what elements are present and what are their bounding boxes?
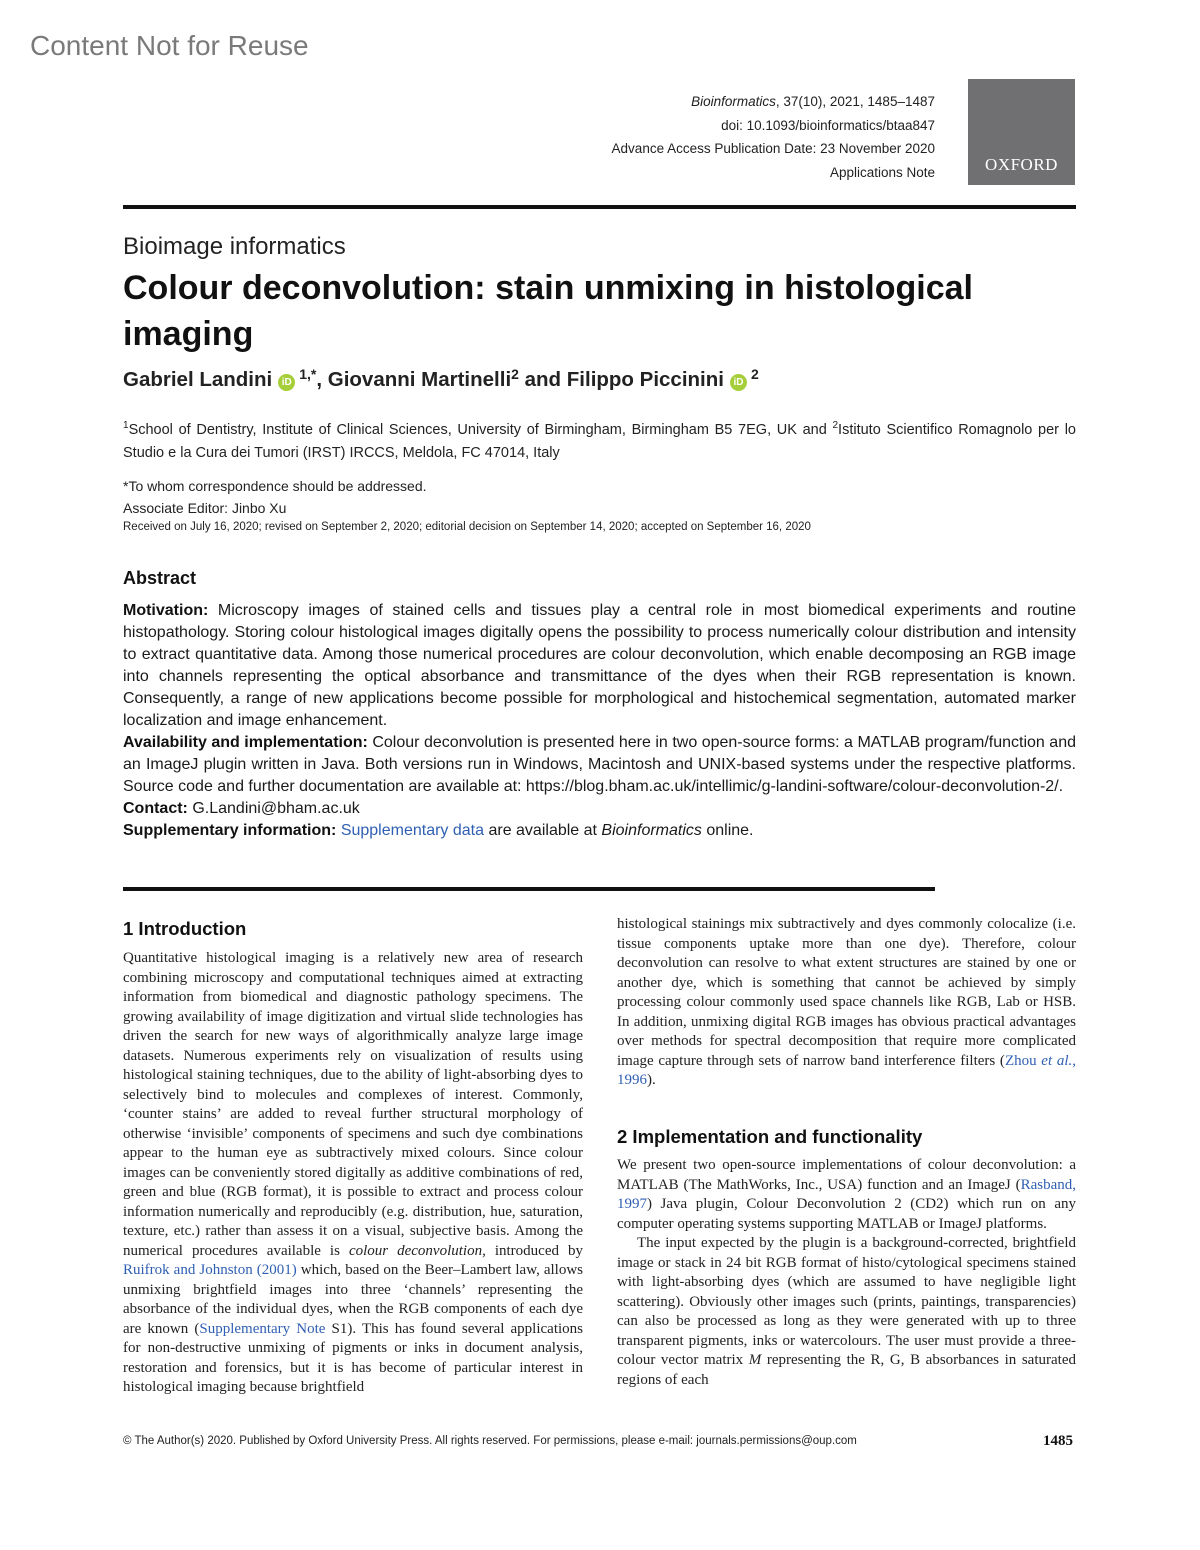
body-text: The input expected by the plugin is a background-corrected, brightfield image or stack in 24 bit RGB format of histo/cytological specimens stained with light-absorbing dyes (which are assumed to have negligible light scattering). Obviously other images such (prints, paintings, transparencies) can also be processed as long as they were generated with up to three transparent pigments, inks or watercolours. The user must provide a three-colour vector matrix [617,1235,1076,1368]
body-text: S1). This has found several applications for non-destructive unmixing of pigments or inks in document analysis, restoration and forensics, but it is has become of particular interest in histological imaging because brightfield [123,1320,583,1395]
abstract-label: Motivation: [123,602,209,619]
body-text: ). [647,1072,656,1088]
received-dates: Received on July 16, 2020; revised on September 2, 2020; editorial decision on September 14, 2020; accepted on September 16, 2020 [123,521,811,533]
body-text: Quantitative histological imaging is a relatively new area of research combining microscopy and computational techniques aimed at extracting information from biomedical and diagnostic pathology specimens. The growing availability of image digitization and virtual slide technologies has driven the search for new ways of algorithmically analyze large image datasets. Numerous experiments rely on visualization of results using histological staining techniques, due to the ability of light-absorbing dyes to selectively bind to molecules and complexes of interest. Commonly, ‘counter stains’ are added to reveal further structural morphology of otherwise ‘invisible’ components of specimens and such dye combinations appear to the human eye as subtractively mixed colours. Since colour images can be conveniently stored digitally as additive combinations of red, green and blue (RGB format), it is possible to extract and process colour information numerically and reproducibly (e.g. distribution, hue, saturation, texture, etc.) rather than assess it on a visual, subjective basis. Among the numerical procedures available is [123,950,583,1259]
watermark: Content Not for Reuse [30,30,309,61]
affiliations [123,414,1076,465]
intro-paragraph-1 [123,949,583,1398]
abstract-supplementary [123,820,1076,842]
correspondence-block [123,475,427,519]
implementation-paragraph-1 [617,1156,1076,1234]
article-type: Applications Note [829,164,935,180]
abstract-label: Supplementary information: [123,822,337,839]
abstract-availability [123,732,1076,798]
abstract-label: Contact: [123,800,188,817]
doi[interactable]: doi: 10.1093/bioinformatics/btaa847 [721,117,935,133]
copyright-footer: © The Author(s) 2020. Published by Oxford University Press. All rights reserved. For permissions, please e-mail: journals.permissions@oup.com [123,1435,857,1447]
top-rule [123,205,1076,209]
body-text: which, based on the Beer–Lambert law, allows unmixing brightfield images into three ‘channels’ representing the absorbance of the individual dyes, when the RGB components of each dye are known ( [123,1262,584,1337]
correspondence-note: *To whom correspondence should be addressed. [123,478,427,494]
oxford-logo-text: OXFORD [985,155,1058,174]
page-number: 1485 [1043,1433,1073,1449]
abstract-motivation [123,600,1076,732]
body-text: representing the R, G, B absorbances in saturated regions of each [617,1352,1076,1388]
advance-access-date: Advance Access Publication Date: 23 November 2020 [611,141,935,156]
section-label: Bioimage informatics [123,233,346,260]
author-name: Giovanni Martinelli [327,368,512,391]
author-affil-marker: 2 [511,366,519,382]
orcid-icon[interactable]: iD [730,374,747,391]
affiliation-1: School of Dentistry, Institute of Clinical Sciences, University of Birmingham, Birmingham B5 7EG, UK and [128,421,833,438]
author-list [123,366,759,392]
journal-meta [612,90,935,184]
abstract-text: Microscopy images of stained cells and tissues play a central role in most biomedical experiments and routine histopathology. Storing colour histological images digitally opens the possibility to process numerically colour distribution and intensity to extract quantitative data. Among those numerical procedures are colour deconvolution, which enable decomposing an RGB image into channels representing the optical absorbance and transmittance of the dyes when their RGB representation is known. Consequently, a range of new applications become possible for morphological and histochemical segmentation, automated marker localization and image enhancement. [123,602,1076,729]
body-text: ) Java plugin, Colour Deconvolution 2 (CD2) which run on any computer operating systems supporting MATLAB or ImageJ platforms. [617,1196,1076,1232]
intro-heading: 1 Introduction [123,918,247,939]
implementation-heading: 2 Implementation and functionality [617,1126,923,1147]
supplementary-note-link[interactable]: Supplementary Note [199,1320,326,1337]
author-affil-marker: 1,* [299,366,317,382]
affil-marker: 2 [832,420,839,431]
citation-year: , 1996 [617,1052,1076,1088]
intro-column-right [617,915,1076,1091]
intro-paragraph-2 [617,915,1076,1091]
affil-marker: 1 [123,420,129,431]
emphasis-text: colour deconvolution [348,1242,483,1259]
body-text: We present two open-source implementations of colour deconvolution: a MATLAB (The MathWorks, Inc., USA) function and an ImageJ ( [617,1157,1076,1193]
body-text: , introduced by [482,1242,583,1259]
affiliation-2: Istituto Scientifico Romagnolo per lo Studio e la Cura dei Tumori (IRST) IRCCS, Meldola, FC 47014, Italy [123,421,1076,461]
abstract-heading: Abstract [123,568,197,588]
abstract-text: Colour deconvolution is presented here in two open-source forms: a MATLAB program/function and an ImageJ plugin written in Java. Both versions run in Windows, Macintosh and UNIX-based systems under the respective platforms. Source code and further documentation are available at: https://blog.bham.ac.uk/intellimic/g-landini-software/colour-deconvolution-2/. [123,734,1076,795]
abstract-rule [123,887,935,891]
author-affil-marker: 2 [750,366,759,382]
intro-column-left [123,949,583,1398]
emphasis-text: M [748,1352,762,1368]
journal-name-inline: Bioinformatics [601,822,702,839]
body-text: histological stainings mix subtractively and dyes commonly colocalize (i.e. tissue components uptake more than one dye). Therefore, colour deconvolution can resolve to what extent structures are stained by one or another dye, which is something that cannot be achieved by simply processing colour commonly used space channels like RGB, Lab or HSB. In addition, unmixing digital RGB images has obvious practical advantages over methods for spectral decomposition that require more complicated image capture through sets of narrow band interference filters ( [617,916,1076,1069]
author-separator: and [518,368,567,391]
implementation-column [617,1156,1076,1390]
paper-title: Colour deconvolution: stain unmixing in histological imaging [123,269,973,353]
citation-author: Zhou [1004,1052,1042,1069]
abstract-label: Availability and implementation: [123,734,368,751]
journal-name: Bioinformatics [691,94,776,109]
abstract-contact [123,798,1076,820]
journal-citation [612,90,935,114]
citation-etal: et al. [1041,1052,1073,1069]
abstract-text: are available at [484,822,602,839]
abstract [123,600,1076,842]
abstract-text: online. [701,822,754,839]
associate-editor: Associate Editor: Jinbo Xu [123,500,287,516]
author-separator: , [316,368,328,391]
journal-citation-rest: , 37(10), 2021, 1485–1487 [775,94,935,109]
author-name: Filippo Piccinini [566,368,724,391]
citation-link[interactable]: Rasband, 1997 [617,1176,1076,1212]
contact-email[interactable]: G.Landini@bham.ac.uk [187,800,360,817]
orcid-icon[interactable]: iD [278,374,295,391]
oxford-logo [968,79,1075,185]
citation-link[interactable]: Ruifrok and Johnston (2001) [123,1262,297,1278]
implementation-paragraph-2 [617,1234,1076,1390]
author-name: Gabriel Landini [123,368,273,391]
supplementary-data-link[interactable]: Supplementary data [340,822,485,839]
